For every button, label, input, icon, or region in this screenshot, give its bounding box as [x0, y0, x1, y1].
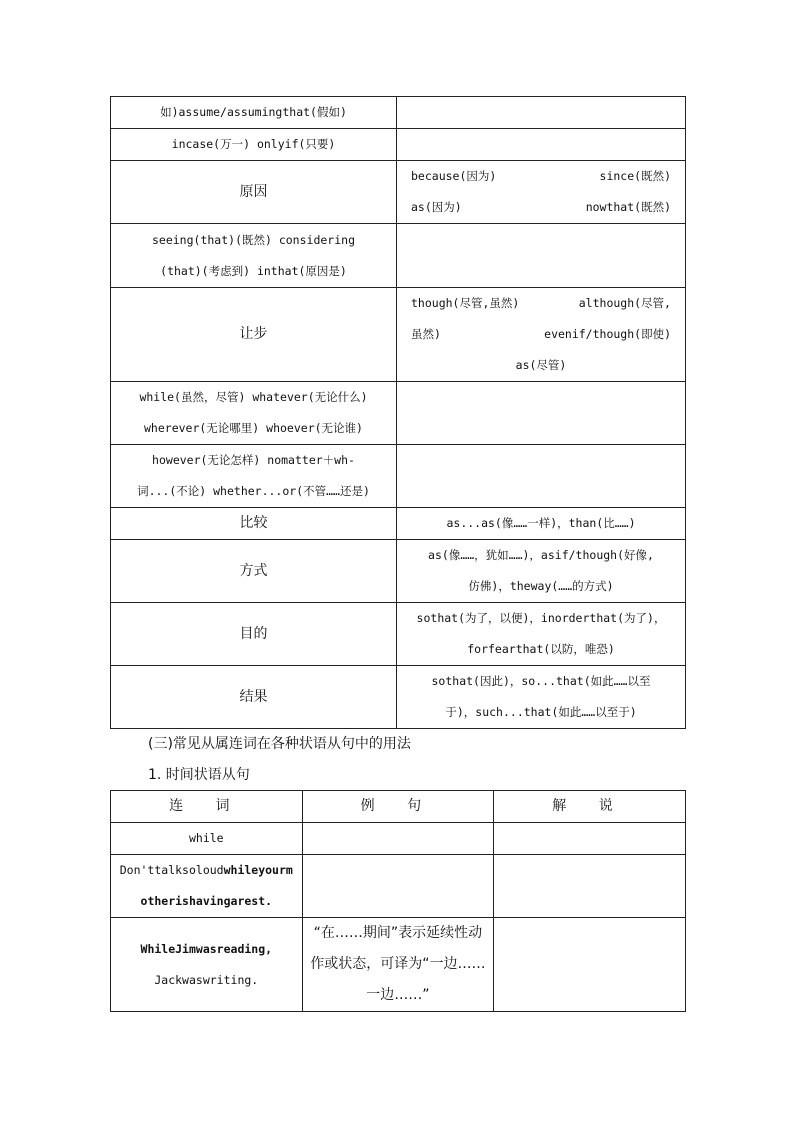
subsection-heading: 1. 时间状语从句 — [148, 767, 250, 783]
category-cell: 比较 — [111, 508, 397, 540]
category-cell: 原因 — [111, 161, 397, 224]
category-cell: 结果 — [111, 666, 397, 729]
table-row — [111, 161, 686, 224]
category-cell: however(无论怎样) nomatter＋wh- 词...(不论) whether...or(不管……还是) — [111, 445, 397, 508]
conjunction-list-cell: as...as(像……一样)，than(比……) — [397, 508, 686, 540]
example-cell: Don'ttalksoloudwhileyourm otherishavingarest. — [111, 855, 303, 918]
conjunction-list-cell — [397, 382, 686, 445]
conjunction-list-cell: as(像……，犹如……)，asif/though(好像, 仿佛)，theway(……的方式) — [397, 540, 686, 603]
category-cell: while(虽然，尽管) whatever(无论什么) wherever(无论哪里) whoever(无论谁) — [111, 382, 397, 445]
table-row — [111, 382, 686, 445]
conjunction-list-cell — [397, 224, 686, 288]
table-row — [111, 603, 686, 666]
category-cell: 方式 — [111, 540, 397, 603]
table-row — [111, 97, 686, 129]
category-cell: incase(万一) onlyif(只要) — [111, 129, 397, 161]
table-row — [111, 508, 686, 540]
table-row — [111, 129, 686, 161]
example-cell: WhileJimwasreading, Jackwaswriting. — [111, 918, 303, 1012]
table-row — [111, 666, 686, 729]
explanation-cell: “在……期间”表示延续性动 作或状态，可译为“一边…… 一边……” — [302, 918, 494, 1012]
table-row — [111, 918, 686, 1012]
table-row — [111, 224, 686, 288]
conjunction-list-cell: because(因为) since(既然) as(因为) nowthat(既然) — [397, 161, 686, 224]
category-cell: 如)assume/assumingthat(假如) — [111, 97, 397, 129]
category-cell: seeing(that)(既然) considering (that)(考虑到) inthat(原因是) — [111, 224, 397, 288]
table-header-row — [111, 791, 686, 823]
conjunction-list-cell — [397, 97, 686, 129]
conjunction-list-cell: sothat(因此)，so...that(如此……以至 于)，such...that(如此……以至于) — [397, 666, 686, 729]
header-example: 例 句 — [302, 791, 494, 823]
category-cell: 目的 — [111, 603, 397, 666]
section-heading: (三)常见从属连词在各种状语从句中的用法 — [148, 736, 411, 752]
conjunction-table — [110, 96, 686, 729]
table-row — [111, 855, 686, 918]
conjunction-list-cell: sothat(为了，以便)，inorderthat(为了)， forfearthat(以防，唯恐) — [397, 603, 686, 666]
conjunction-cell: while — [111, 823, 303, 855]
conjunction-list-cell — [397, 445, 686, 508]
table-row — [111, 445, 686, 508]
table-row — [111, 540, 686, 603]
conjunction-list-cell: though(尽管,虽然) although(尽管, 虽然) evenif/though(即使) as(尽管) — [397, 288, 686, 382]
header-explanation: 解 说 — [494, 791, 686, 823]
conjunction-list-cell — [397, 129, 686, 161]
table-row — [111, 288, 686, 382]
table-row — [111, 823, 686, 855]
header-conjunction: 连 词 — [111, 791, 303, 823]
category-cell: 让步 — [111, 288, 397, 382]
time-clause-table — [110, 790, 686, 1012]
